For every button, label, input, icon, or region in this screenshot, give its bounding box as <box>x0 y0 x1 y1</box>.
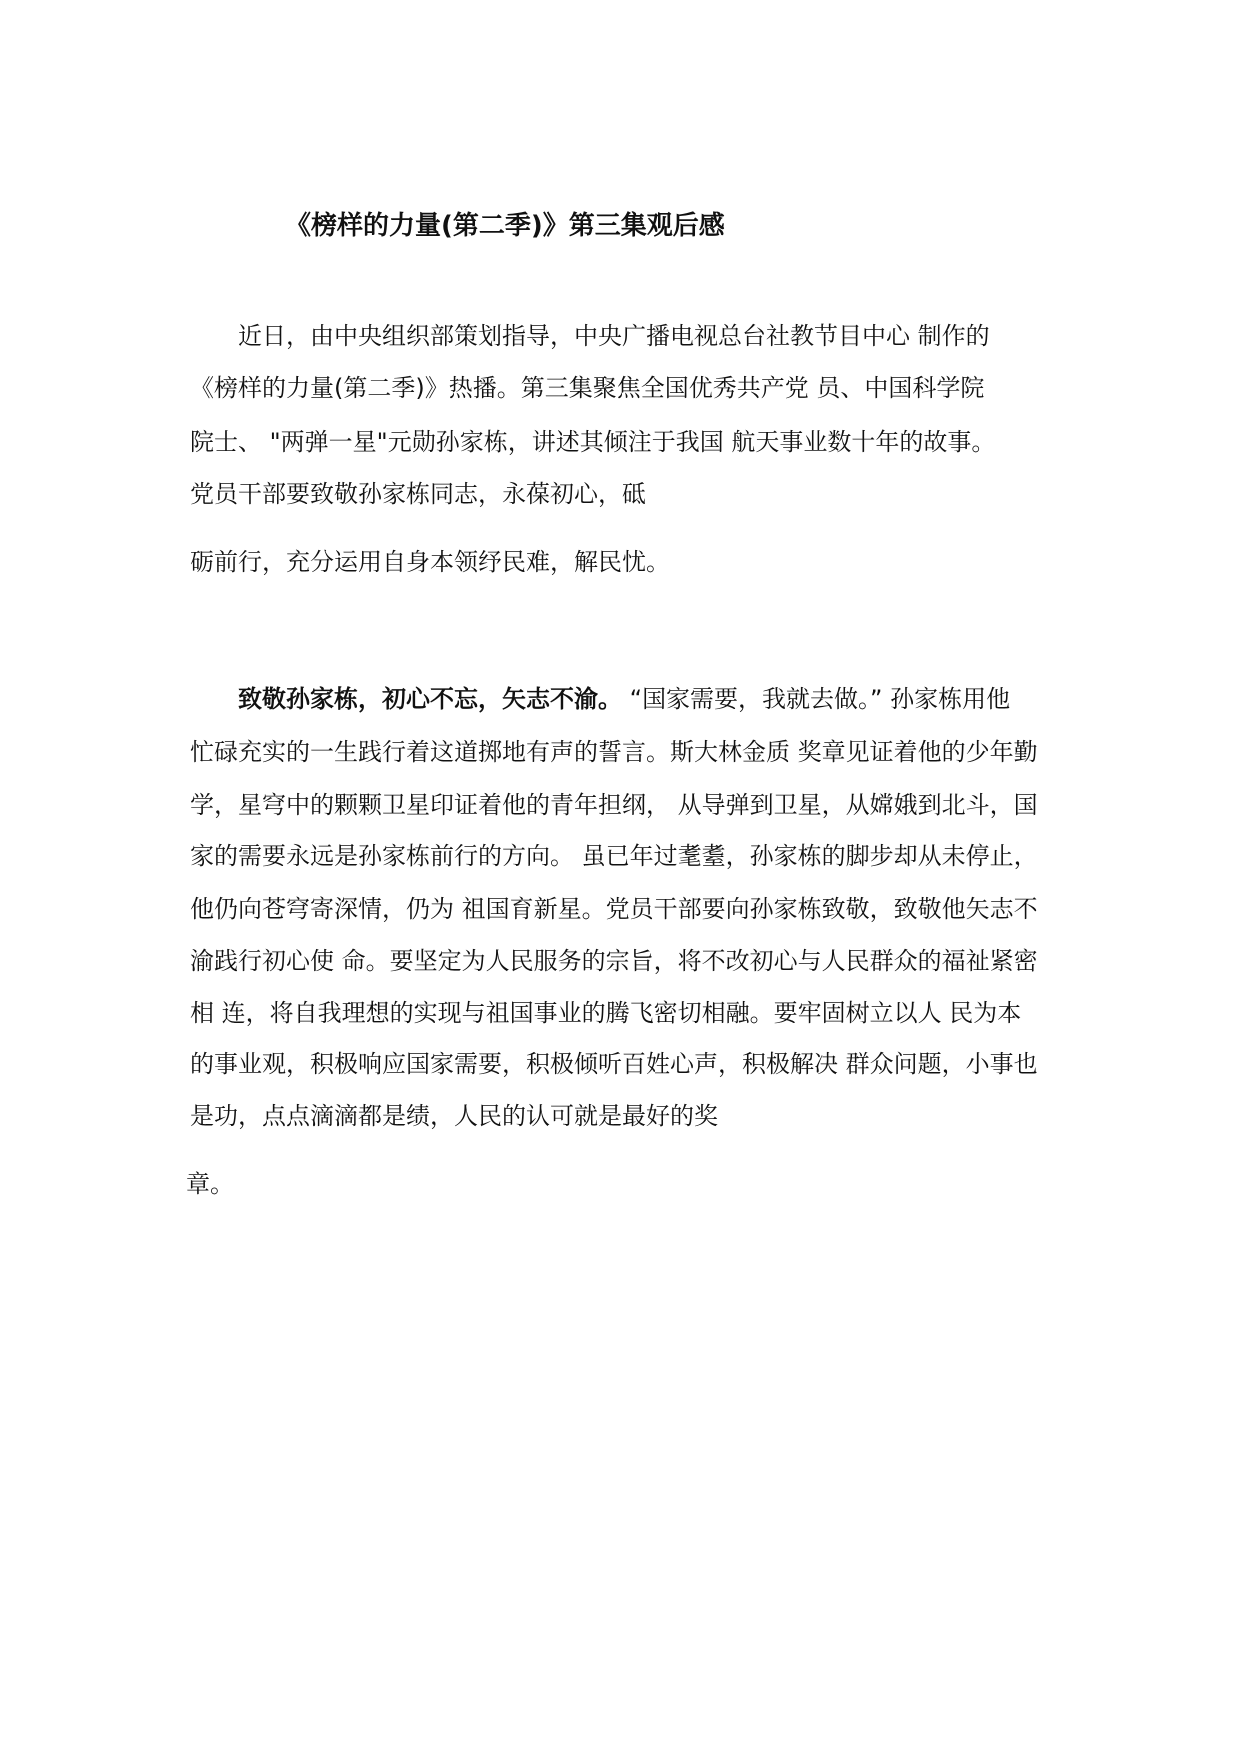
paragraph-2-heading: 致敬孙家栋，初心不忘，矢志不渝。 <box>238 685 622 713</box>
document-title: 《榜样的力量(第二季)》第三集观后感 <box>285 211 725 241</box>
paragraph-2-line-10: 章。 <box>186 1170 234 1198</box>
paragraph-2-line-4: 家的需要永远是孙家栋前行的方向。 虽已年过耄耋，孙家栋的脚步却从未停止， <box>190 842 1038 870</box>
paragraph-2-line-9: 是功，点点滴滴都是绩，人民的认可就是最好的奖 <box>190 1102 718 1130</box>
paragraph-2-line-1 <box>238 683 1010 715</box>
paragraph-1-line-5: 砺前行，充分运用自身本领纾民难，解民忧。 <box>190 548 670 576</box>
paragraph-2-line-7: 相 连，将自我理想的实现与祖国事业的腾飞密切相融。要牢固树立以人 民为本 <box>190 999 1022 1027</box>
paragraph-2-line-1-text: “国家需要，我就去做。” 孙家栋用他 <box>622 685 1011 713</box>
paragraph-2-line-2: 忙碌充实的一生践行着这道掷地有声的誓言。斯大林金质 奖章见证着他的少年勤 <box>190 738 1038 766</box>
paragraph-2-line-6: 渝践行初心使 命。要坚定为人民服务的宗旨，将不改初心与人民群众的福祉紧密 <box>190 947 1038 975</box>
paragraph-1-line-3: 院士、 "两弹一星"元勋孙家栋，讲述其倾注于我国 航天事业数十年的故事。 <box>190 428 996 456</box>
paragraph-1-line-2: 《榜样的力量(第二季)》热播。第三集聚焦全国优秀共产党 员、中国科学院 <box>190 374 985 402</box>
paragraph-2-line-3: 学，星穹中的颗颗卫星印证着他的青年担纲， 从导弹到卫星，从嫦娥到北斗，国 <box>190 791 1038 819</box>
paragraph-1-line-4: 党员干部要致敬孙家栋同志，永葆初心，砥 <box>190 480 646 508</box>
paragraph-2-line-8: 的事业观，积极响应国家需要，积极倾听百姓心声，积极解决 群众问题，小事也 <box>190 1050 1038 1078</box>
paragraph-1-line-1: 近日，由中央组织部策划指导，中央广播电视总台社教节目中心 制作的 <box>238 322 990 350</box>
paragraph-2-line-5: 他仍向苍穹寄深情，仍为 祖国育新星。党员干部要向孙家栋致敬，致敬他矢志不 <box>190 895 1038 923</box>
